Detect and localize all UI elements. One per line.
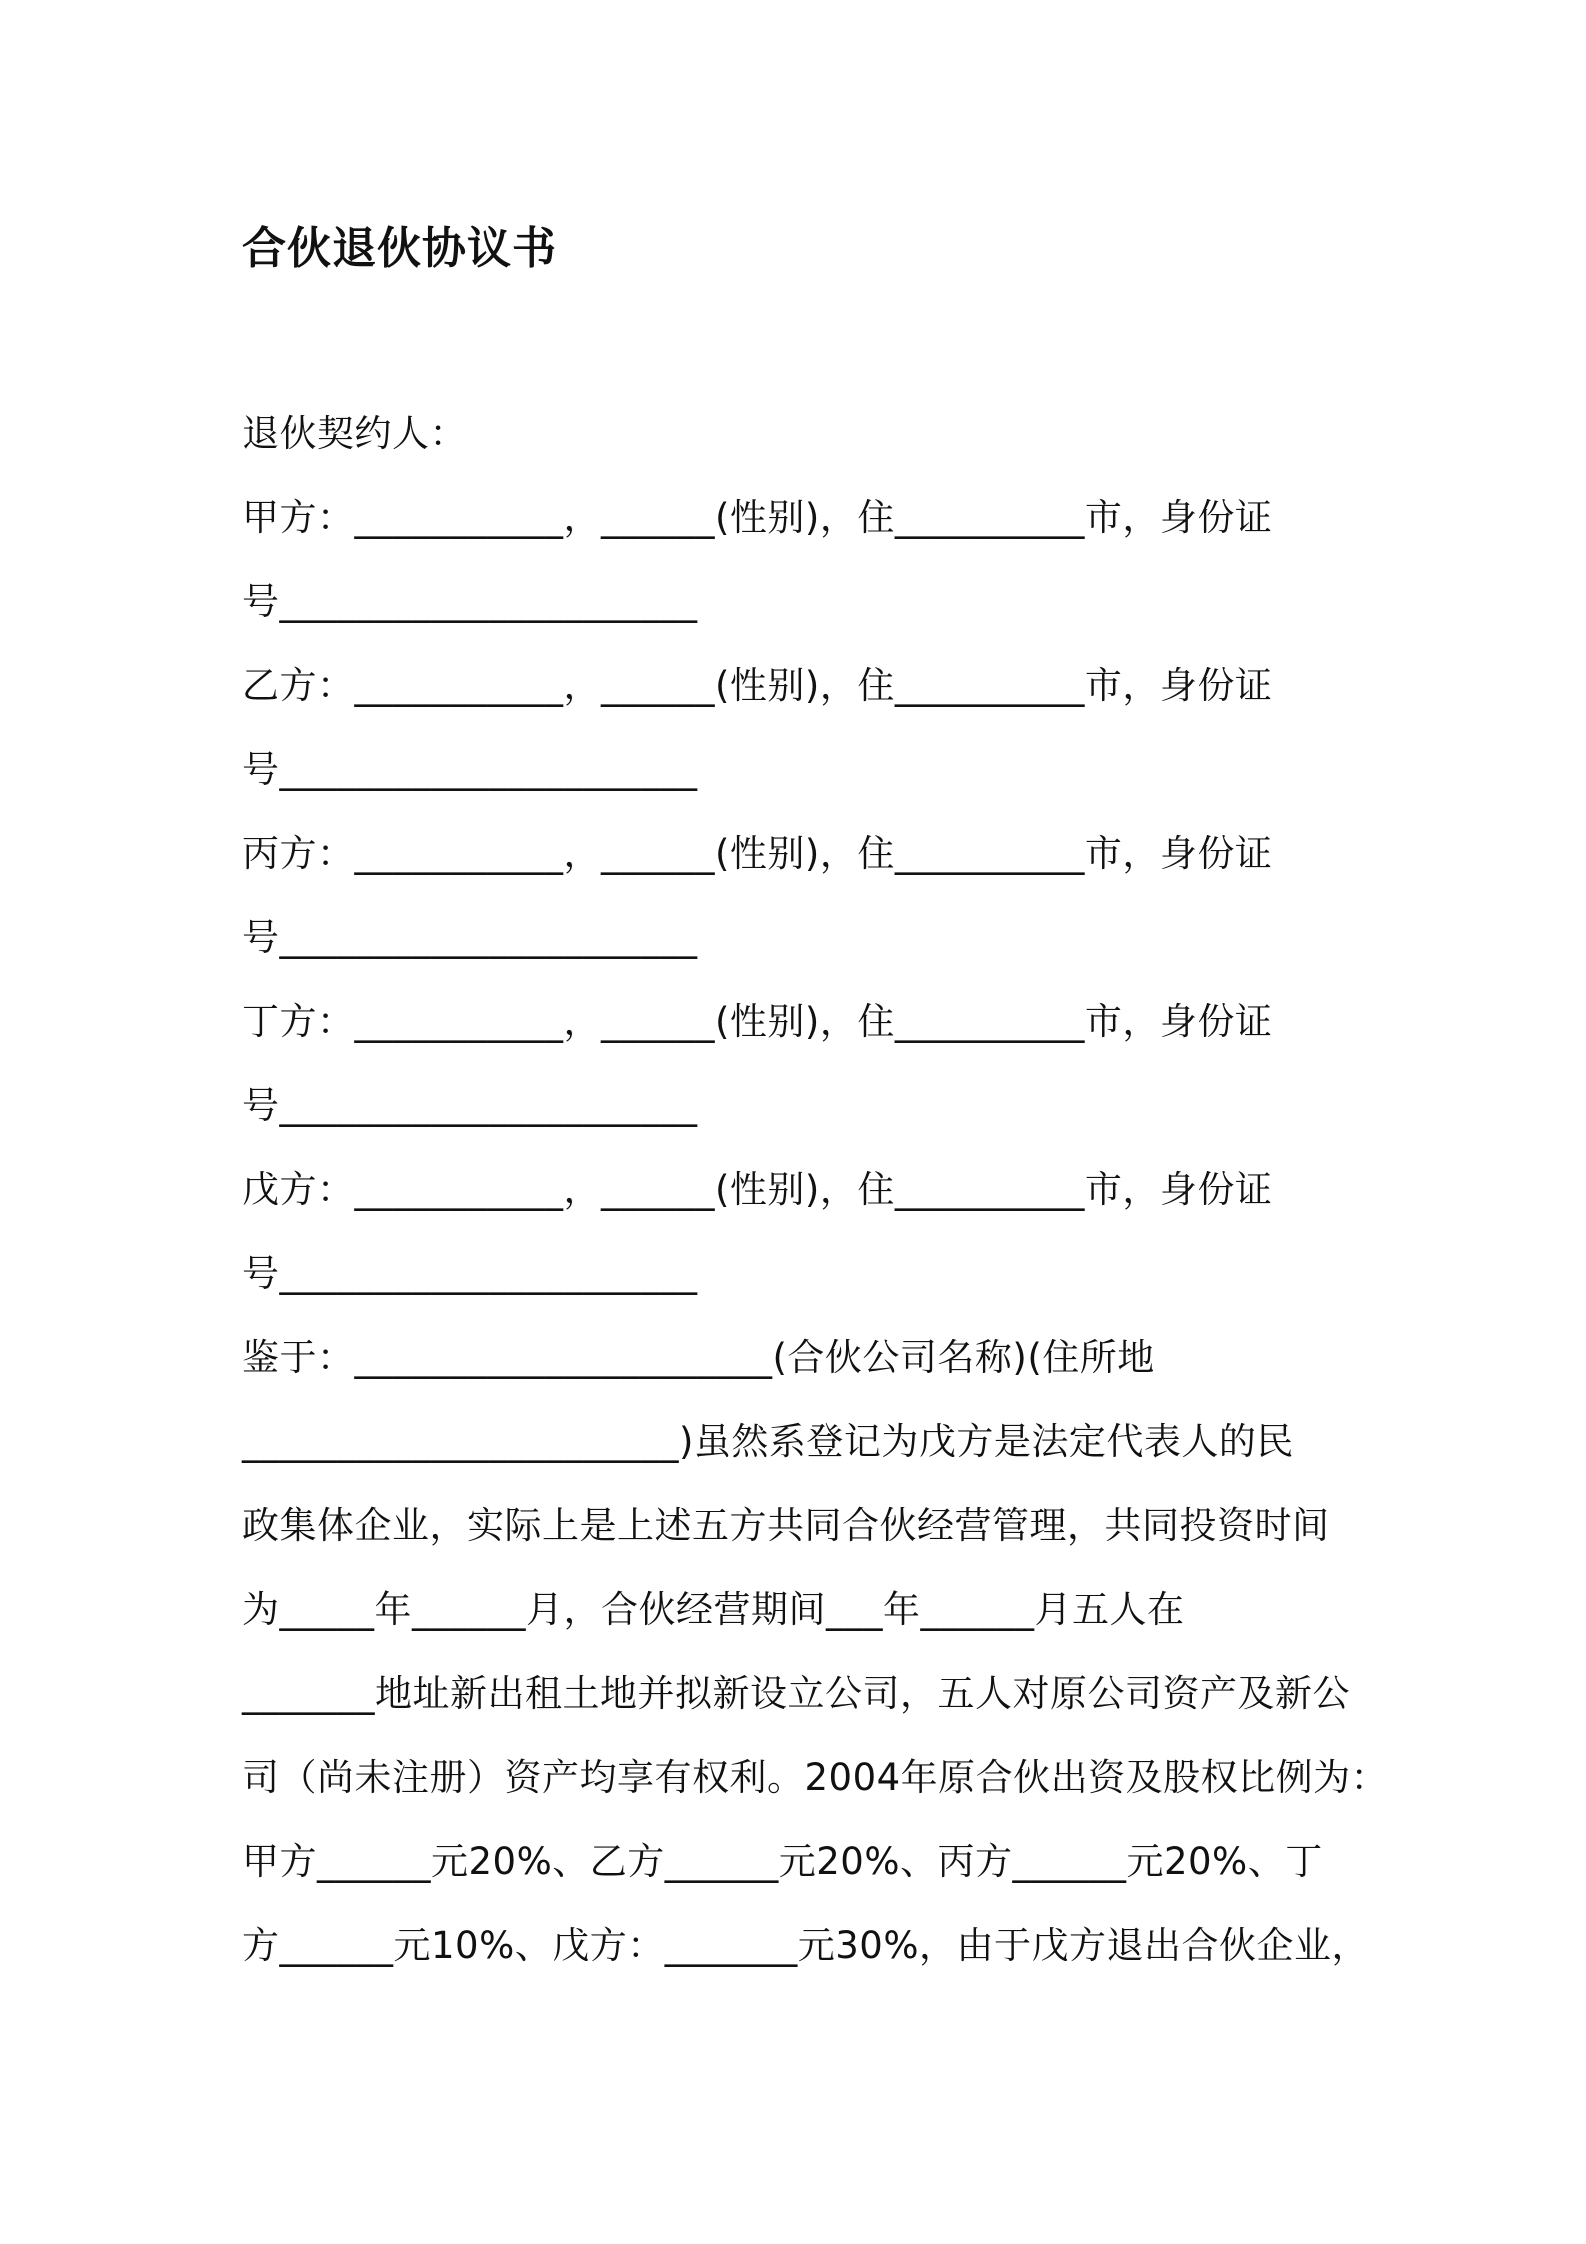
whereas-line-2: _______________________)虽然系登记为戊方是法定代表人的民 — [242, 1420, 1294, 1463]
whereas-line-7: 甲方______元20%、乙方______元20%、丙方______元20%、丁 — [242, 1840, 1323, 1883]
whereas-line-5: _______地址新出租土地并拟新设立公司，五人对原公司资产及新公 — [242, 1672, 1350, 1715]
whereas-line-6: 司（尚未注册）资产均享有权利。2004年原合伙出资及股权比例为： — [242, 1756, 1389, 1799]
parties-heading: 退伙契约人： — [242, 412, 467, 455]
whereas-line-8: 方______元10%、戊方：_______元30%，由于戊方退出合伙企业， — [242, 1924, 1369, 1967]
document-title: 合伙退伙协议书 — [242, 223, 557, 274]
whereas-line-4: 为_____年______月，合伙经营期间___年______月五人在 — [242, 1588, 1185, 1631]
party-e-id: 号______________________ — [242, 1252, 698, 1295]
party-e-info: 戊方：___________，______(性别)，住__________市，身份证 — [242, 1168, 1273, 1211]
whereas-line-1: 鉴于：______________________(合伙公司名称)(住所地 — [242, 1336, 1155, 1379]
party-d-id: 号______________________ — [242, 1084, 698, 1127]
party-c-info: 丙方：___________，______(性别)，住__________市，身份证 — [242, 832, 1273, 875]
party-d-info: 丁方：___________，______(性别)，住__________市，身份证 — [242, 1000, 1273, 1043]
party-b-id: 号______________________ — [242, 748, 698, 791]
party-b-info: 乙方：___________，______(性别)，住__________市，身份证 — [242, 664, 1273, 707]
party-a-info: 甲方：___________，______(性别)，住__________市，身份证 — [242, 496, 1273, 539]
party-c-id: 号______________________ — [242, 916, 698, 959]
whereas-line-3: 政集体企业，实际上是上述五方共同合伙经营管理，共同投资时间 — [242, 1504, 1330, 1547]
party-a-id: 号______________________ — [242, 580, 698, 623]
